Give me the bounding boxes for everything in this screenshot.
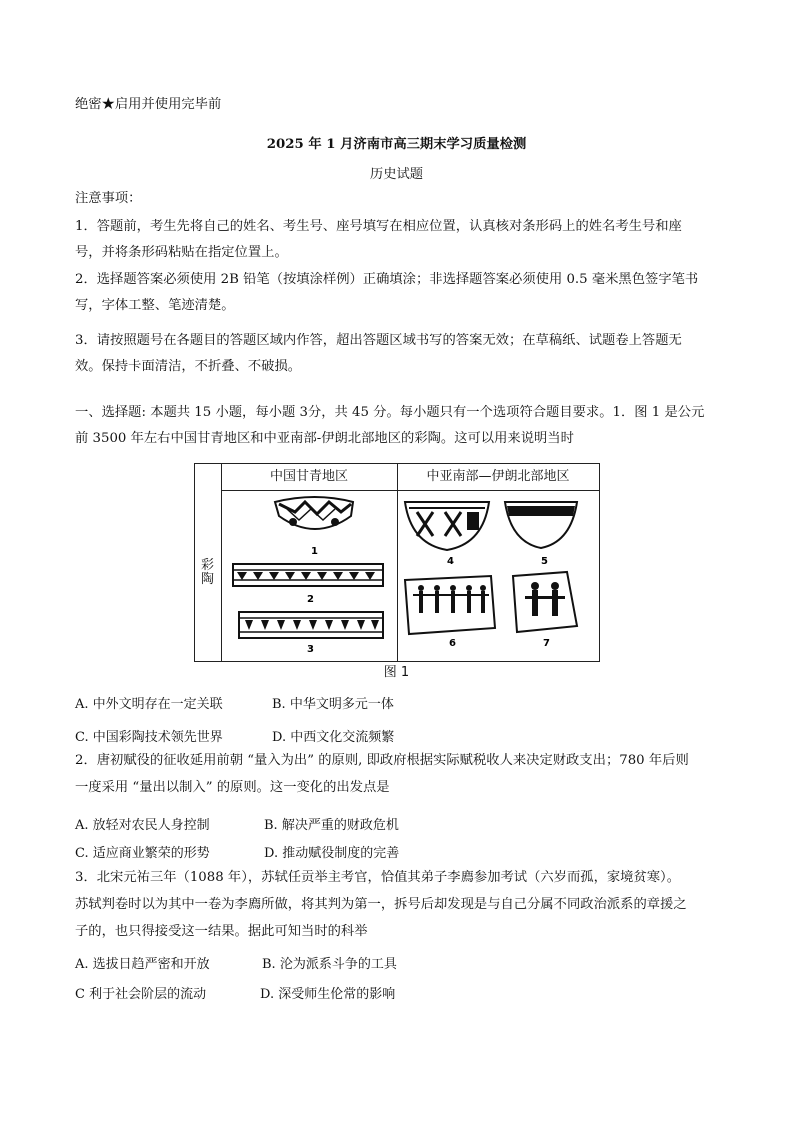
q3-stem-line-3: 子的，也只得接受这一结果。据此可知当时的科举: [75, 924, 368, 939]
pottery-figure: [194, 463, 600, 662]
note-3-line-1: 3．请按照题号在各题目的答题区域内作答，超出答题区域书写的答案无效；在草稿纸、试题卷上答题无: [75, 333, 682, 348]
section-intro-line-2: 前 3500 年左右中国甘青地区和中亚南部-伊朗北部地区的彩陶。这可以用来说明当时: [75, 431, 574, 446]
row-label-painted-pottery: 彩陶: [201, 558, 215, 587]
q3-stem-line-1: 3．北宋元祐三年（1088 年），苏轼任贡举主考官，恰值其弟子李廌参加考试（六岁而孤，家境贫寒）。: [75, 870, 680, 885]
exam-title: 2025 年 1 月济南市高三期末学习质量检测: [266, 137, 527, 152]
pottery-7-image: [513, 572, 577, 632]
note-1-line-2: 号，并将条形码粘贴在指定位置上。: [75, 245, 288, 260]
q1-option-a[interactable]: A. 中外文明存在一定关联: [75, 697, 223, 712]
pottery-label-6: 6: [449, 638, 456, 649]
q1-option-d[interactable]: D. 中西文化交流频繁: [272, 730, 395, 745]
pottery-3-image: [239, 612, 383, 638]
note-3-line-2: 效。保持卡面清洁，不折叠、不破损。: [75, 359, 302, 374]
pottery-label-4: 4: [447, 556, 454, 567]
note-1-line-1: 1．答题前，考生先将自己的姓名、考生号、座号填写在相应位置，认真核对条形码上的姓名考生号和座: [75, 219, 682, 234]
q3-option-c[interactable]: C 利于社会阶层的流动: [75, 987, 207, 1002]
confidential-label: 绝密★启用并使用完毕前: [75, 97, 222, 112]
q3-option-d[interactable]: D. 深受师生伦常的影响: [260, 987, 396, 1002]
q3-stem-line-2: 苏轼判卷时以为其中一卷为李廌所做，将其判为第一，拆号后却发现是与自己分属不同政治派系的章援之: [75, 897, 687, 912]
q2-option-d[interactable]: D. 推动赋役制度的完善: [264, 846, 400, 861]
q2-option-a[interactable]: A. 放轻对农民人身控制: [75, 818, 210, 833]
pottery-label-2: 2: [307, 594, 314, 605]
pottery-4-image: [405, 502, 489, 550]
note-2-line-2: 写，字体工整、笔迹清楚。: [75, 298, 235, 313]
pottery-illustrations: [195, 464, 599, 661]
q2-option-c[interactable]: C. 适应商业繁荣的形势: [75, 846, 210, 861]
q2-stem-line-2: 一度采用 “量出以制入” 的原则。这一变化的出发点是: [75, 780, 390, 795]
q2-stem-line-1: 2．唐初赋役的征收延用前朝 “量入为出” 的原则, 即政府根据实际赋税收人来决定财政支出；780 年后则: [75, 753, 689, 768]
pottery-label-5: 5: [541, 556, 548, 567]
q3-option-b[interactable]: B. 沦为派系斗争的工具: [262, 957, 397, 972]
pottery-label-7: 7: [543, 638, 550, 649]
q1-option-c[interactable]: C. 中国彩陶技术领先世界: [75, 730, 223, 745]
pottery-5-image: [505, 502, 577, 548]
notes-heading: 注意事项：: [75, 191, 142, 206]
pottery-2-image: [233, 564, 383, 586]
section-intro-line-1: 一、选择题: 本题共 15 小题，每小题 3分，共 45 分。每小题只有一个选项符合题目要求。1．图 1 是公元: [75, 405, 705, 420]
pottery-label-3: 3: [307, 644, 314, 655]
pottery-6-image: [405, 576, 495, 634]
q1-option-b[interactable]: B. 中华文明多元一体: [272, 697, 394, 712]
column-header-central-asia-iran: 中亚南部—伊朗北部地区: [397, 464, 599, 491]
q3-option-a[interactable]: A. 选拔日趋严密和开放: [75, 957, 210, 972]
pottery-1-image: [275, 497, 353, 529]
pottery-label-1: 1: [311, 546, 318, 557]
figure-caption: 图 1: [383, 665, 410, 680]
subject-title: 历史试题: [369, 167, 424, 182]
note-2-line-1: 2．选择题答案必须使用 2B 铅笔（按填涂样例）正确填涂；非选择题答案必须使用 0.5 毫米黑色签字笔书: [75, 272, 699, 287]
column-header-gansu-qinghai: 中国甘青地区: [221, 464, 397, 491]
q2-option-b[interactable]: B. 解决严重的财政危机: [264, 818, 399, 833]
